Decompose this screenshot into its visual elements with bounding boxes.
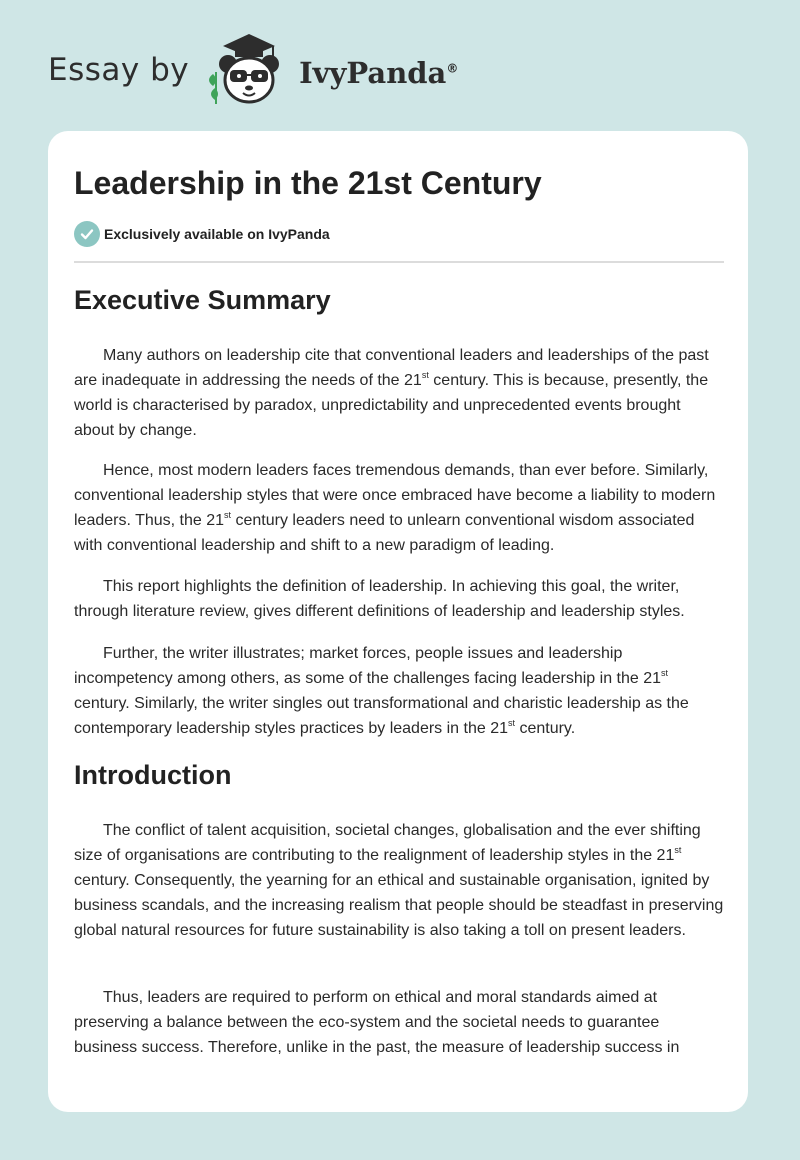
check-circle-icon (74, 221, 100, 247)
section-heading-introduction: Introduction (74, 760, 232, 790)
paragraph: Hence, most modern leaders faces tremendous demands, than ever before. Similarly, conventional leadership styles that were once embraced have become a liability to modern leaders. Thus, the 21st century leaders need to unlearn conventional wisdom associated with conventional leadership and shift to a new paradigm of leading. (74, 462, 716, 554)
essay-card (48, 131, 748, 1112)
exclusive-badge (74, 221, 330, 247)
paragraph: This report highlights the definition of leadership. In achieving this goal, the writer, through literature review, gives different definitions of leadership and leadership styles. (74, 578, 685, 620)
brand-header (48, 30, 458, 110)
page-title: Leadership in the 21st Century (74, 165, 542, 201)
paragraph: The conflict of talent acquisition, societal changes, globalisation and the ever shifting size of organisations are contributing to the realignment of leadership styles in the 21st century. Consequently, the yearning for an ethical and sustainable organisation, ignited by business scandals, and the increasing realism that people should be steadfast in preserving global natural resources for future sustainability is also taking a toll on present leaders. (74, 822, 724, 939)
section-heading-executive-summary: Executive Summary (74, 285, 331, 315)
badge-text: Exclusively available on IvyPanda (104, 226, 330, 242)
paragraph: Thus, leaders are required to perform on ethical and moral standards aimed at preserving a balance between the eco-system and the societal needs to guarantee business success. Therefore, unlike in the past, the measure of leadership success in (74, 989, 680, 1056)
panda-logo-icon (203, 30, 295, 110)
brand-name: IvyPanda® (299, 56, 459, 90)
brand-prefix: Essay by (48, 52, 190, 88)
paragraph: Further, the writer illustrates; market forces, people issues and leadership incompetency among others, as some of the challenges facing leadership in the 21st century. Similarly, the writer singles out transformational and charistic leadership as the contemporary leadership styles practices by leaders in the 21st century. (74, 645, 689, 737)
paragraph: Many authors on leadership cite that conventional leaders and leaderships of the past are inadequate in addressing the needs of the 21st century. This is because, presently, the world is characterised by paradox, unpredictability and unprecedented events brought about by change. (74, 347, 709, 439)
divider (74, 261, 724, 263)
